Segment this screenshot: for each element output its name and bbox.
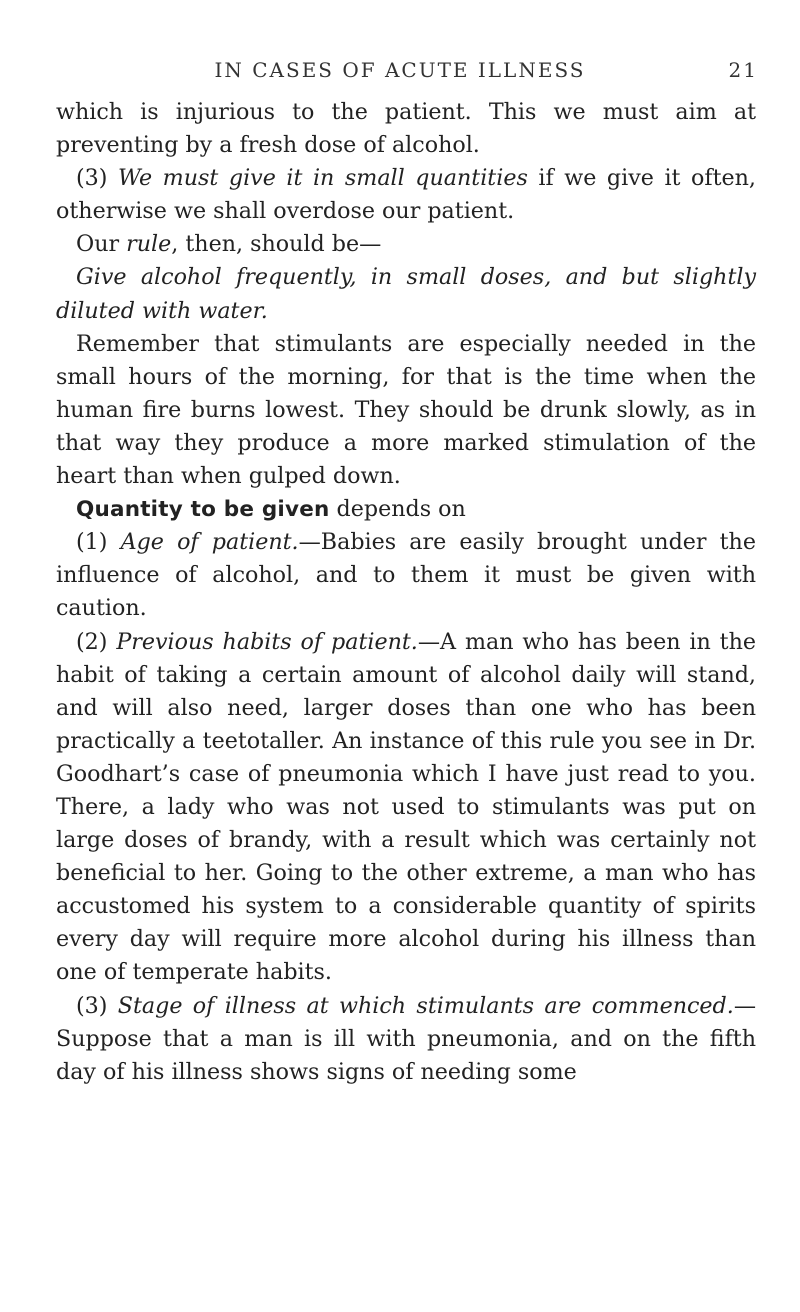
body-text bbox=[56, 96, 756, 1089]
paragraph-text: depends on bbox=[329, 496, 466, 523]
emphasis-text: Stage of illness at which stimulants are commenced. bbox=[117, 992, 734, 1019]
paragraph-point-3-quantities bbox=[56, 162, 756, 228]
paragraph-text: , then, should be— bbox=[171, 231, 382, 258]
paragraph-text: —Babies are easily brought under the influence of alcohol, and to them it must be given with caution. bbox=[56, 529, 756, 622]
paragraph-text: if we give it often, otherwise we shall overdose our patient. bbox=[56, 165, 756, 225]
emphasis-text: rule bbox=[126, 231, 172, 258]
paragraph-point-3-stage bbox=[56, 990, 756, 1089]
paragraph-rule bbox=[56, 261, 756, 327]
paragraph-stimulants: Remember that stimulants are especially needed in the small hours of the morning, for that is the time when the human fire burns lowest. They should be drunk slowly, as in that way they produce a more marked stimulation of the heart than when gulped down. bbox=[56, 330, 756, 490]
paragraph-text: —Suppose that a man is ill with pneumonia, and on the fifth day of his illness shows signs of needing some bbox=[56, 992, 756, 1085]
page-number: 21 bbox=[728, 58, 758, 82]
paragraph-point-1-age bbox=[56, 526, 756, 625]
running-title: IN CASES OF ACUTE ILLNESS bbox=[214, 58, 586, 82]
emphasis-text: We must give it in small quantities bbox=[118, 165, 528, 192]
running-head bbox=[40, 58, 760, 90]
emphasis-text: Age of patient. bbox=[120, 529, 299, 556]
list-number: (3) bbox=[76, 165, 108, 192]
paragraph-quantity-heading bbox=[56, 493, 756, 526]
paragraph-text: —A man who has been in the habit of taking a certain amount of alcohol daily will stand, and will also need, larger doses than one who has been practically a teetotaller. An instance of this rule you see in Dr. Goodhart’s case of pneumonia which I have just read to you. There, a lady who was not used to stimulants was put on large doses of brandy, with a result which was certainly not beneficial to her. Going to the other extreme, a man who has accustomed his system to a considerable quantity of spirits every day will require more alcohol during his illness than one of temperate habits. bbox=[56, 628, 756, 986]
list-number: (1) bbox=[76, 529, 108, 556]
paragraph-continuation: which is injurious to the patient. This we must aim at preventing by a fresh dose of alcohol. bbox=[56, 99, 756, 159]
emphasis-text: Give alcohol frequently, in small doses, and but slightly diluted with water. bbox=[56, 264, 756, 324]
paragraph-text: Our bbox=[76, 231, 127, 258]
emphasis-text: Previous habits of patient. bbox=[116, 628, 418, 655]
list-number: (2) bbox=[76, 628, 108, 655]
list-number: (3) bbox=[76, 992, 108, 1019]
paragraph-rule-intro bbox=[56, 228, 756, 261]
section-subheading: Quantity to be given bbox=[76, 497, 330, 523]
paragraph-point-2-habits bbox=[56, 626, 756, 990]
